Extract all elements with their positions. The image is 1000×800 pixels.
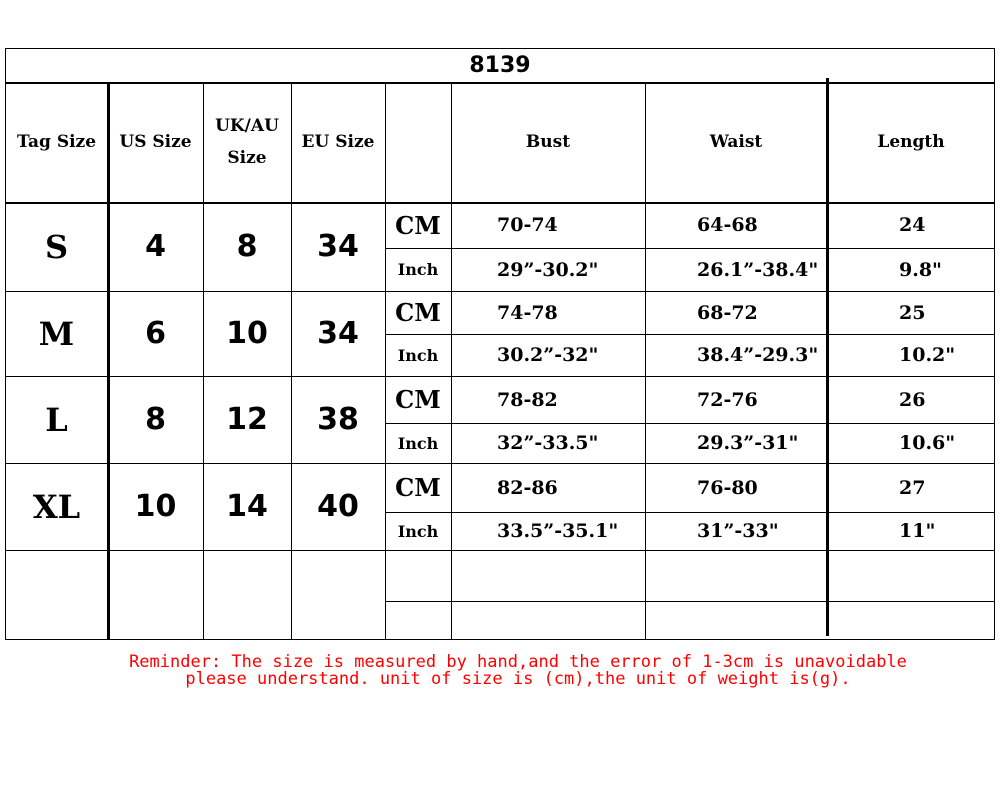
unit-label-cm: CM bbox=[395, 385, 441, 414]
bust-cm-cell: 78-82 bbox=[497, 388, 558, 411]
us-size-cell: 8 bbox=[145, 402, 166, 437]
unit-divider bbox=[385, 423, 995, 424]
header-uk-au-size: UK/AU Size bbox=[215, 116, 279, 168]
length-inch-cell: 9.8" bbox=[899, 258, 942, 281]
unit-label-inch: Inch bbox=[397, 260, 439, 279]
title-divider bbox=[5, 82, 995, 84]
eu-size-cell: 34 bbox=[317, 316, 359, 351]
border-right bbox=[994, 48, 995, 640]
tag-size-cell: S bbox=[44, 227, 69, 266]
waist-inch-cell: 29.3”-31" bbox=[697, 432, 799, 454]
tag-size-cell: M bbox=[38, 314, 75, 353]
column-divider bbox=[203, 82, 204, 640]
unit-divider bbox=[385, 334, 995, 335]
eu-size-cell: 40 bbox=[317, 489, 359, 524]
waist-cm-cell: 68-72 bbox=[697, 301, 758, 324]
length-inch-cell: 10.6" bbox=[899, 432, 956, 454]
header-us-size: US Size bbox=[119, 132, 192, 152]
header-length: Length bbox=[877, 132, 945, 152]
header-eu-size: EU Size bbox=[301, 132, 375, 152]
border-left bbox=[5, 48, 6, 640]
uk-size-cell: 14 bbox=[226, 489, 268, 524]
group-divider bbox=[5, 550, 995, 551]
table-title: 8139 bbox=[469, 52, 531, 78]
reminder-line-1: Reminder: The size is measured by hand,and the error of 1-3cm is unavoidable bbox=[129, 652, 907, 672]
length-inch-cell: 10.2" bbox=[899, 344, 956, 366]
waist-cm-cell: 64-68 bbox=[697, 214, 758, 236]
column-divider bbox=[826, 78, 829, 636]
unit-label-inch: Inch bbox=[397, 521, 439, 541]
uk-size-cell: 12 bbox=[226, 402, 268, 437]
bust-cm-cell: 82-86 bbox=[497, 476, 558, 499]
header-tag-size: Tag Size bbox=[16, 132, 97, 152]
bust-inch-cell: 29”-30.2" bbox=[497, 258, 599, 281]
tag-size-cell: L bbox=[45, 400, 68, 439]
bust-inch-cell: 30.2”-32" bbox=[497, 344, 599, 366]
us-size-cell: 4 bbox=[145, 229, 166, 264]
us-size-cell: 10 bbox=[134, 489, 177, 524]
column-divider bbox=[451, 82, 452, 640]
border-top bbox=[5, 48, 995, 49]
bust-inch-cell: 33.5”-35.1" bbox=[497, 520, 619, 542]
size-chart-table bbox=[5, 48, 995, 640]
unit-divider bbox=[385, 512, 995, 513]
waist-cm-cell: 76-80 bbox=[697, 476, 758, 499]
border-bottom bbox=[5, 639, 995, 640]
column-divider bbox=[107, 82, 110, 640]
column-divider bbox=[645, 82, 646, 640]
us-size-cell: 6 bbox=[145, 316, 166, 351]
length-cm-cell: 26 bbox=[899, 388, 926, 411]
unit-label-cm: CM bbox=[395, 473, 441, 502]
length-cm-cell: 25 bbox=[899, 301, 926, 324]
unit-label-inch: Inch bbox=[397, 345, 439, 365]
uk-size-cell: 10 bbox=[226, 316, 268, 351]
column-divider bbox=[291, 82, 292, 640]
waist-cm-cell: 72-76 bbox=[697, 388, 758, 411]
tag-size-cell: XL bbox=[32, 487, 81, 526]
bust-cm-cell: 70-74 bbox=[497, 214, 558, 236]
length-cm-cell: 27 bbox=[899, 476, 926, 499]
eu-size-cell: 34 bbox=[317, 229, 359, 264]
group-divider bbox=[5, 376, 995, 377]
bust-inch-cell: 32”-33.5" bbox=[497, 432, 599, 454]
unit-label-cm: CM bbox=[395, 298, 441, 327]
header-bust: Bust bbox=[525, 132, 571, 152]
group-divider bbox=[5, 291, 995, 292]
header-divider bbox=[5, 202, 995, 204]
unit-label-inch: Inch bbox=[397, 433, 439, 453]
waist-inch-cell: 38.4”-29.3" bbox=[697, 344, 819, 366]
reminder-note bbox=[0, 654, 1000, 688]
unit-label-cm: CM bbox=[395, 210, 441, 240]
uk-size-cell: 8 bbox=[236, 229, 258, 264]
bust-cm-cell: 74-78 bbox=[497, 301, 558, 324]
waist-inch-cell: 26.1”-38.4" bbox=[697, 258, 819, 281]
empty-unit-divider bbox=[385, 601, 995, 602]
column-divider bbox=[385, 82, 386, 640]
group-divider bbox=[5, 463, 995, 464]
unit-divider bbox=[385, 248, 995, 249]
waist-inch-cell: 31”-33" bbox=[697, 520, 779, 542]
header-unit bbox=[385, 82, 451, 202]
reminder-line-2: please understand. unit of size is (cm),the unit of weight is(g). bbox=[185, 669, 851, 689]
length-inch-cell: 11" bbox=[899, 520, 936, 542]
header-waist: Waist bbox=[709, 132, 763, 152]
eu-size-cell: 38 bbox=[317, 402, 359, 437]
length-cm-cell: 24 bbox=[899, 214, 926, 236]
